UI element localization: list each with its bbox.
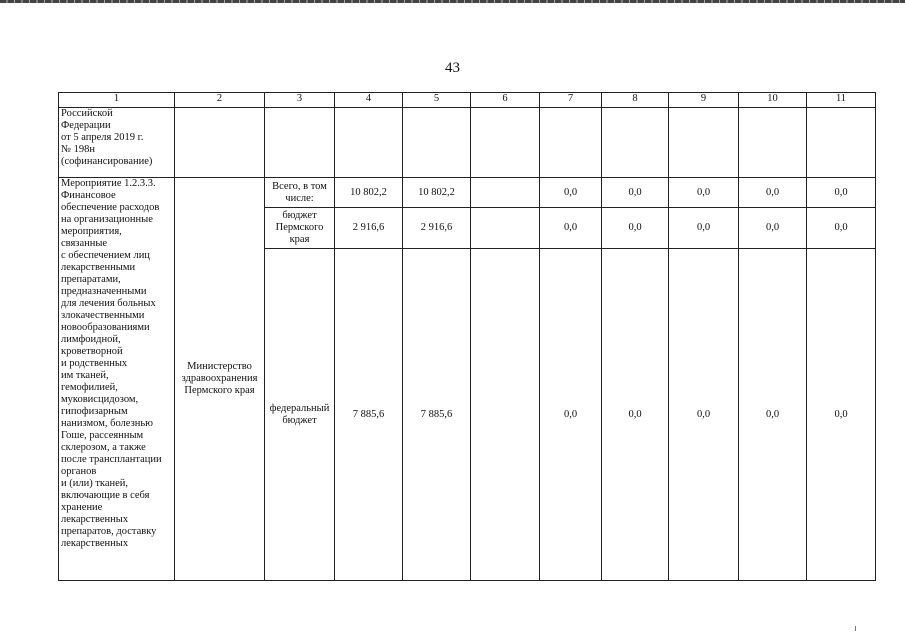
value-cell: 0,0 xyxy=(669,178,739,208)
budget-table xyxy=(58,92,876,581)
value-cell: 0,0 xyxy=(669,208,739,249)
empty-cell xyxy=(335,108,403,178)
value-cell xyxy=(471,178,540,208)
empty-cell xyxy=(403,108,471,178)
header-cell: 2 xyxy=(175,93,265,108)
header-cell: 4 xyxy=(335,93,403,108)
empty-cell xyxy=(807,108,876,178)
empty-cell xyxy=(175,108,265,178)
value-cell: 7 885,6 xyxy=(403,249,471,581)
value-cell: 10 802,2 xyxy=(335,178,403,208)
source-label-cell: федеральный бюджет xyxy=(265,249,335,581)
event-name-cell: Мероприятие 1.2.3.3. Финансовое обеспечение расходов на организационные мероприятия, связанные с обеспечением лиц лекарственными препаратами, предназначенными для лечения больных злокачественными новообразованиями лимфоидной, кроветворной и родственных им тканей, гемофилией, муковисцидозом, гипофизарным нанизмом, болезнью Гоше, рассеянным склерозом, а также после трансплантации органов и (или) тканей, включающие в себя хранение лекарственных препаратов, доставку лекарственных xyxy=(59,178,175,581)
header-cell: 10 xyxy=(739,93,807,108)
value-cell: 0,0 xyxy=(807,249,876,581)
value-cell: 0,0 xyxy=(669,249,739,581)
value-cell: 0,0 xyxy=(807,178,876,208)
empty-cell xyxy=(540,108,602,178)
value-cell xyxy=(471,208,540,249)
page-number: 43 xyxy=(445,60,460,76)
table-row-total xyxy=(59,178,876,208)
empty-cell xyxy=(669,108,739,178)
value-cell: 0,0 xyxy=(807,208,876,249)
value-cell: 10 802,2 xyxy=(403,178,471,208)
header-cell: 5 xyxy=(403,93,471,108)
empty-cell xyxy=(265,108,335,178)
empty-cell xyxy=(739,108,807,178)
header-cell: 9 xyxy=(669,93,739,108)
header-cell: 6 xyxy=(471,93,540,108)
source-label-cell: Всего, в том числе: xyxy=(265,178,335,208)
value-cell: 0,0 xyxy=(602,178,669,208)
header-cell: 1 xyxy=(59,93,175,108)
value-cell: 2 916,6 xyxy=(403,208,471,249)
value-cell: 0,0 xyxy=(602,208,669,249)
executor-cell: Министерство здравоохранения Пермского края xyxy=(175,178,265,581)
value-cell: 0,0 xyxy=(540,249,602,581)
value-cell xyxy=(471,249,540,581)
header-cell: 7 xyxy=(540,93,602,108)
empty-cell xyxy=(471,108,540,178)
value-cell: 2 916,6 xyxy=(335,208,403,249)
scan-top-edge xyxy=(0,0,905,3)
header-cell: 3 xyxy=(265,93,335,108)
value-cell: 0,0 xyxy=(739,208,807,249)
value-cell: 0,0 xyxy=(540,208,602,249)
value-cell: 0,0 xyxy=(739,249,807,581)
law-name-cell: Российской Федерации от 5 апреля 2019 г. № 198н (софинансирование) xyxy=(59,108,175,178)
source-label-cell: бюджет Пермского края xyxy=(265,208,335,249)
header-cell: 11 xyxy=(807,93,876,108)
value-cell: 0,0 xyxy=(739,178,807,208)
empty-cell xyxy=(602,108,669,178)
scan-mark xyxy=(855,626,856,631)
header-cell: 8 xyxy=(602,93,669,108)
value-cell: 7 885,6 xyxy=(335,249,403,581)
header-row xyxy=(59,93,876,108)
value-cell: 0,0 xyxy=(540,178,602,208)
table-row-law xyxy=(59,108,876,178)
value-cell: 0,0 xyxy=(602,249,669,581)
